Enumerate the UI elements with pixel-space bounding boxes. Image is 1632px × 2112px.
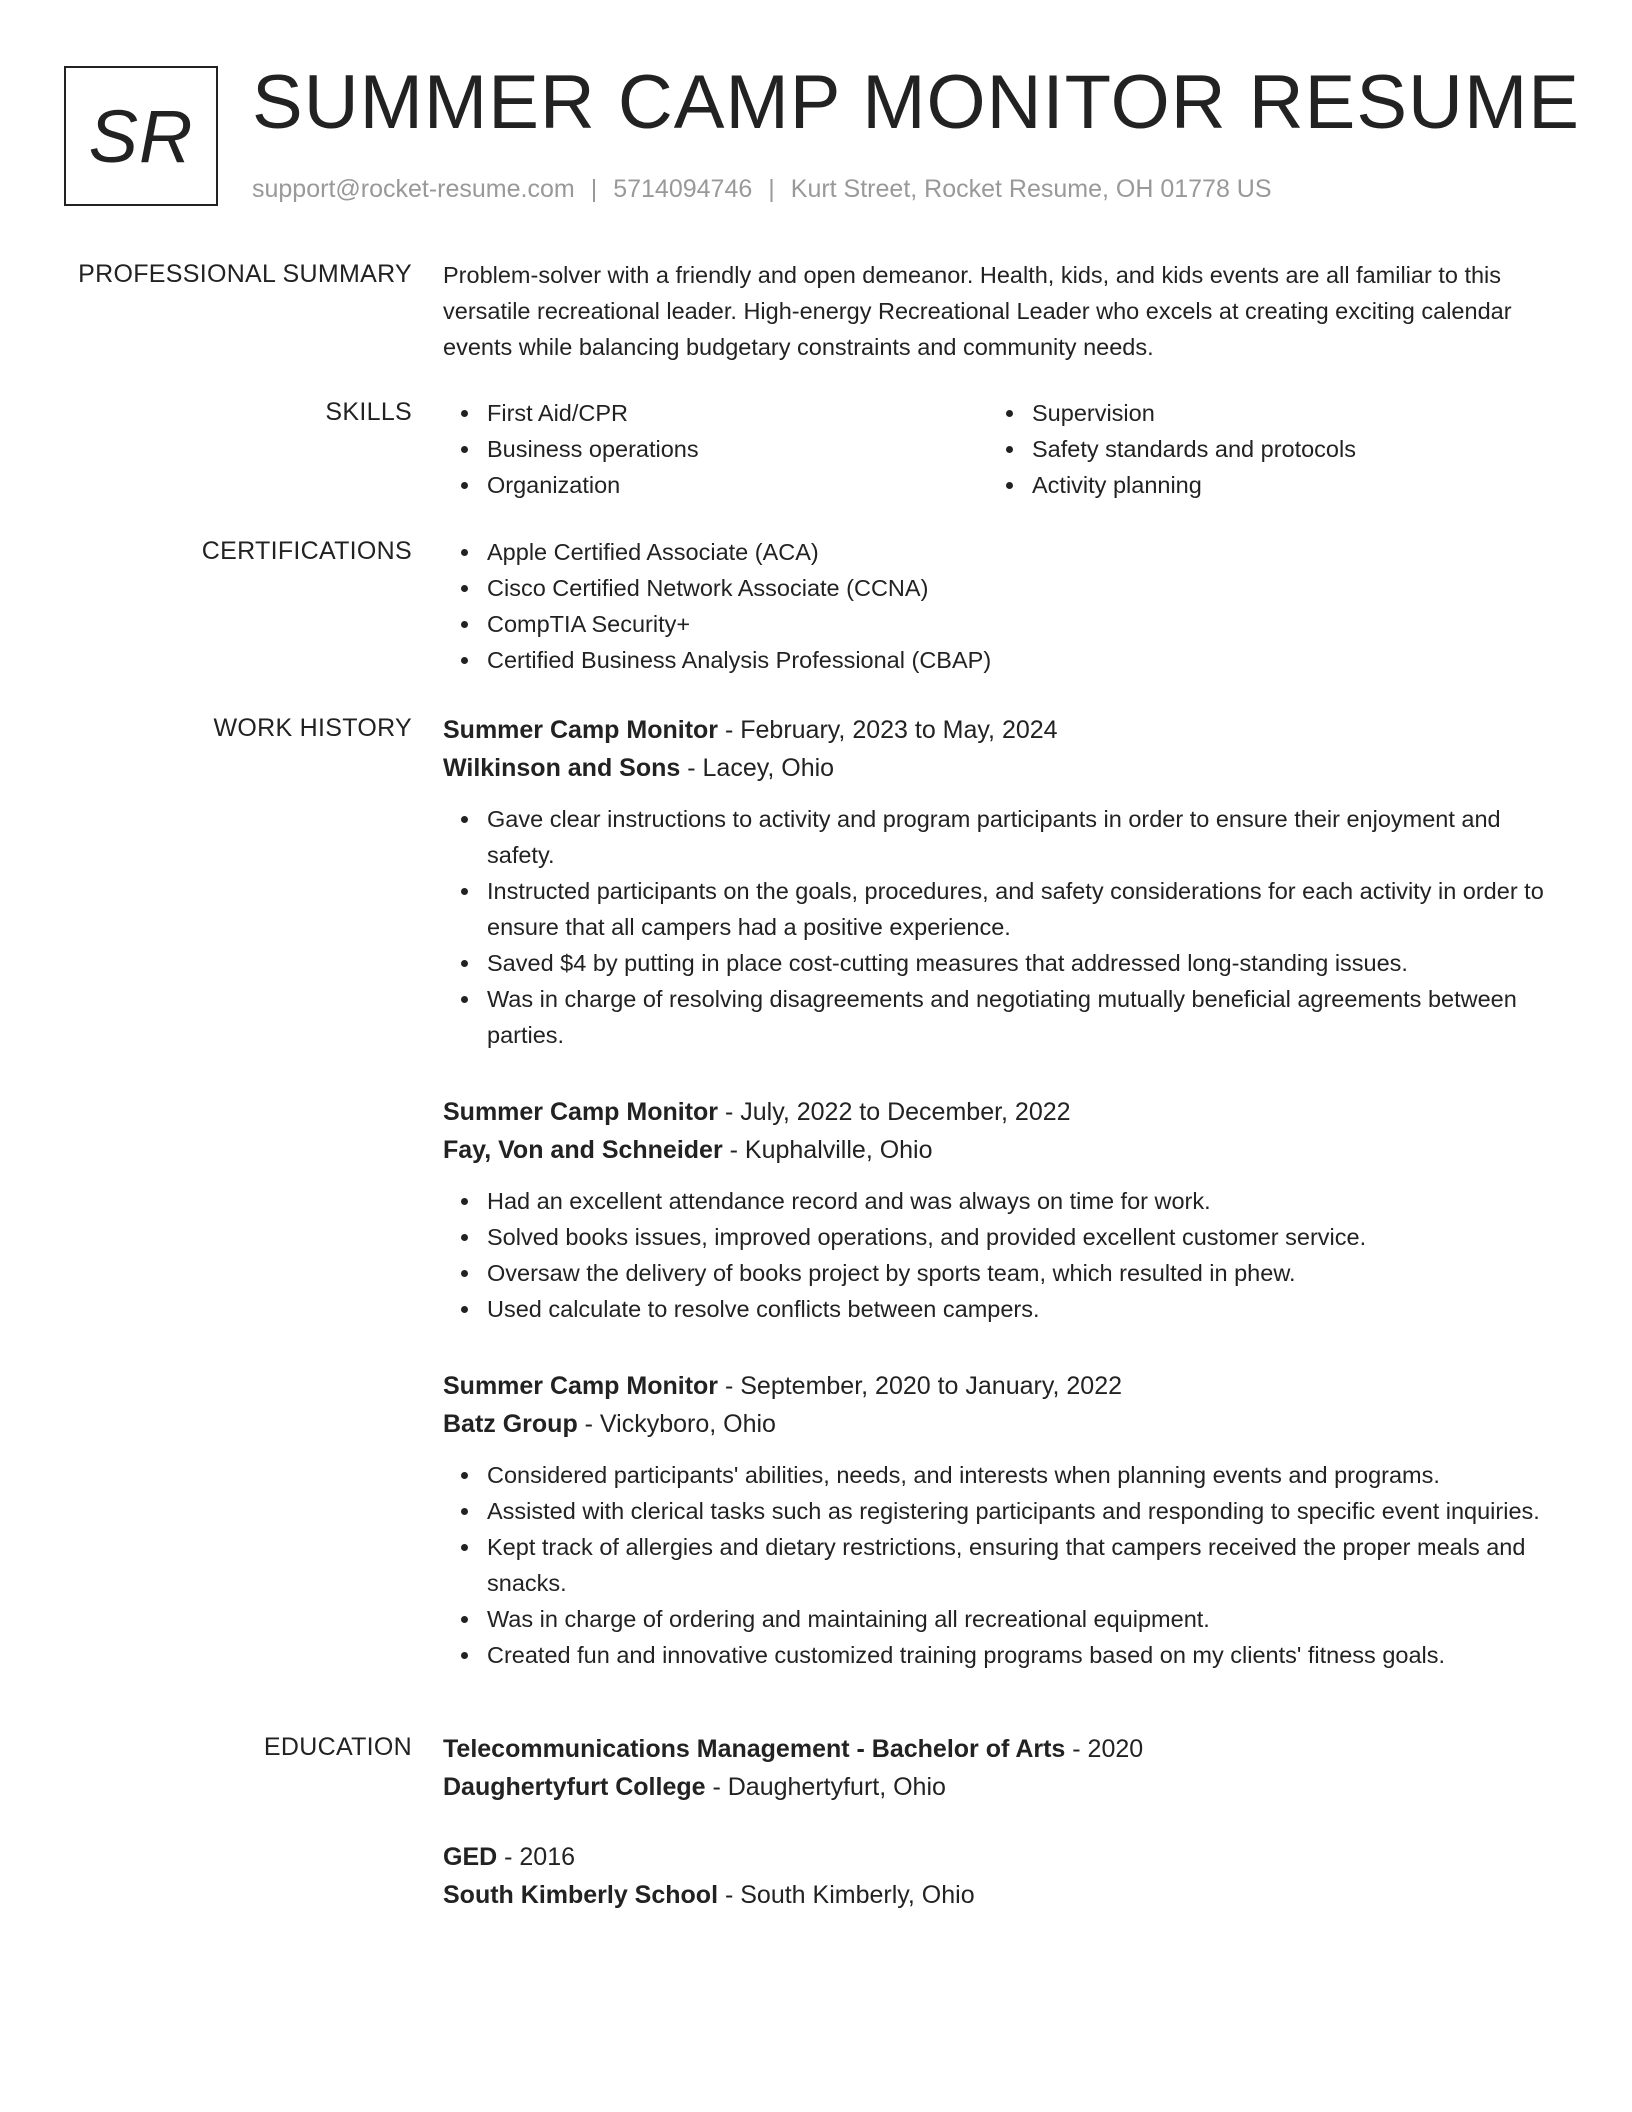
- job-location: - Lacey, Ohio: [680, 754, 835, 782]
- education-school: South Kimberly School: [443, 1881, 719, 1909]
- job-bullet: Had an excellent attendance record and was always on time for work.: [487, 1183, 1563, 1219]
- education-degree: GED: [443, 1843, 498, 1871]
- job-title-line: [443, 711, 1563, 749]
- skill-item: Safety standards and protocols: [1032, 431, 1533, 467]
- job-bullet: Saved $4 by putting in place cost-cutting measures that addressed long-standing issues.: [487, 945, 1563, 981]
- job-entry: [443, 711, 1563, 1053]
- job-location: - Kuphalville, Ohio: [722, 1136, 933, 1164]
- job-entry: [443, 1367, 1563, 1673]
- education-body: [443, 1730, 1563, 1946]
- certification-item: Apple Certified Associate (ACA): [487, 534, 1563, 570]
- summary-body: [443, 257, 1563, 365]
- job-bullets: [443, 1457, 1563, 1673]
- job-bullet: Solved books issues, improved operations, and provided excellent customer service.: [487, 1219, 1563, 1255]
- job-bullet: Considered participants' abilities, needs, and interests when planning events and programs.: [487, 1457, 1563, 1493]
- job-dates: - September, 2020 to January, 2022: [718, 1372, 1122, 1400]
- summary-text: Problem-solver with a friendly and open demeanor. Health, kids, and kids events are all familiar to this versatile recreational leader. High-energy Recreational Leader who excels at creating exciting calendar events while balancing budgetary constraints and community needs.: [443, 262, 1512, 360]
- skills-column-right: [988, 395, 1533, 503]
- job-company: Wilkinson and Sons: [443, 754, 681, 782]
- education-school-line: [443, 1876, 1563, 1914]
- skills-body: [443, 395, 1563, 503]
- education-school: Daughertyfurt College: [443, 1773, 706, 1801]
- education-degree-line: [443, 1838, 1563, 1876]
- job-company: Fay, Von and Schneider: [443, 1136, 723, 1164]
- job-title-line: [443, 1367, 1563, 1405]
- job-bullet: Gave clear instructions to activity and program participants in order to ensure their enjoyment and safety.: [487, 801, 1563, 873]
- contact-separator: |: [768, 175, 775, 203]
- section-heading-work-history: WORK HISTORY: [213, 714, 412, 742]
- job-title: Summer Camp Monitor: [443, 1372, 719, 1400]
- job-bullet: Assisted with clerical tasks such as registering participants and responding to specific event inquiries.: [487, 1493, 1563, 1529]
- skill-item: Supervision: [1032, 395, 1533, 431]
- education-entry: [443, 1730, 1563, 1806]
- contact-email[interactable]: support@rocket-resume.com: [252, 175, 575, 203]
- education-degree-line: [443, 1730, 1563, 1768]
- job-bullet: Used calculate to resolve conflicts between campers.: [487, 1291, 1563, 1327]
- job-dates: - July, 2022 to December, 2022: [718, 1098, 1071, 1126]
- job-bullet: Was in charge of ordering and maintaining all recreational equipment.: [487, 1601, 1563, 1637]
- job-company: Batz Group: [443, 1410, 578, 1438]
- job-entry: [443, 1093, 1563, 1327]
- certification-item: Cisco Certified Network Associate (CCNA): [487, 570, 1563, 606]
- section-heading-education: EDUCATION: [263, 1733, 412, 1761]
- work-history-body: [443, 711, 1563, 1713]
- job-title: Summer Camp Monitor: [443, 1098, 719, 1126]
- certifications-body: [443, 534, 1563, 678]
- skill-item: Organization: [487, 467, 988, 503]
- contact-address: Kurt Street, Rocket Resume, OH 01778 US: [790, 175, 1272, 203]
- skill-item: Activity planning: [1032, 467, 1533, 503]
- job-company-line: [443, 1405, 1563, 1443]
- skills-grid: [443, 395, 1563, 503]
- job-title: Summer Camp Monitor: [443, 716, 719, 744]
- education-year: - 2020: [1065, 1735, 1144, 1763]
- certification-item: Certified Business Analysis Professional (CBAP): [487, 642, 1563, 678]
- skill-item: Business operations: [487, 431, 988, 467]
- education-school-line: [443, 1768, 1563, 1806]
- resume-title: SUMMER CAMP MONITOR RESUME: [252, 60, 1580, 145]
- education-year: - 2016: [497, 1843, 576, 1871]
- education-entry: [443, 1838, 1563, 1914]
- job-bullet: Was in charge of resolving disagreements and negotiating mutually beneficial agreements between parties.: [487, 981, 1563, 1053]
- job-bullet: Oversaw the delivery of books project by sports team, which resulted in phew.: [487, 1255, 1563, 1291]
- contact-phone[interactable]: 5714094746: [613, 175, 753, 203]
- contact-separator: |: [590, 175, 598, 203]
- skill-item: First Aid/CPR: [487, 395, 988, 431]
- job-bullet: Kept track of allergies and dietary restrictions, ensuring that campers received the proper meals and snacks.: [487, 1529, 1563, 1601]
- job-bullet: Created fun and innovative customized training programs based on my clients' fitness goals.: [487, 1637, 1563, 1673]
- job-bullets: [443, 1183, 1563, 1327]
- job-company-line: [443, 749, 1563, 787]
- certification-item: CompTIA Security+: [487, 606, 1563, 642]
- education-degree: Telecommunications Management - Bachelor of Arts: [443, 1735, 1066, 1763]
- section-heading-skills: SKILLS: [325, 398, 412, 426]
- section-heading-summary: PROFESSIONAL SUMMARY: [78, 260, 412, 288]
- job-bullet: Instructed participants on the goals, procedures, and safety considerations for each activity in order to ensure that all campers had a positive experience.: [487, 873, 1563, 945]
- job-dates: - February, 2023 to May, 2024: [718, 716, 1058, 744]
- job-company-line: [443, 1131, 1563, 1169]
- skills-column-left: [443, 395, 988, 503]
- monogram-badge: SR: [64, 66, 218, 206]
- education-location: - South Kimberly, Ohio: [718, 1881, 975, 1909]
- job-location: - Vickyboro, Ohio: [577, 1410, 776, 1438]
- section-heading-certifications: CERTIFICATIONS: [201, 537, 412, 565]
- job-title-line: [443, 1093, 1563, 1131]
- job-bullets: [443, 801, 1563, 1053]
- contact-line: [252, 172, 1272, 206]
- education-location: - Daughertyfurt, Ohio: [705, 1773, 946, 1801]
